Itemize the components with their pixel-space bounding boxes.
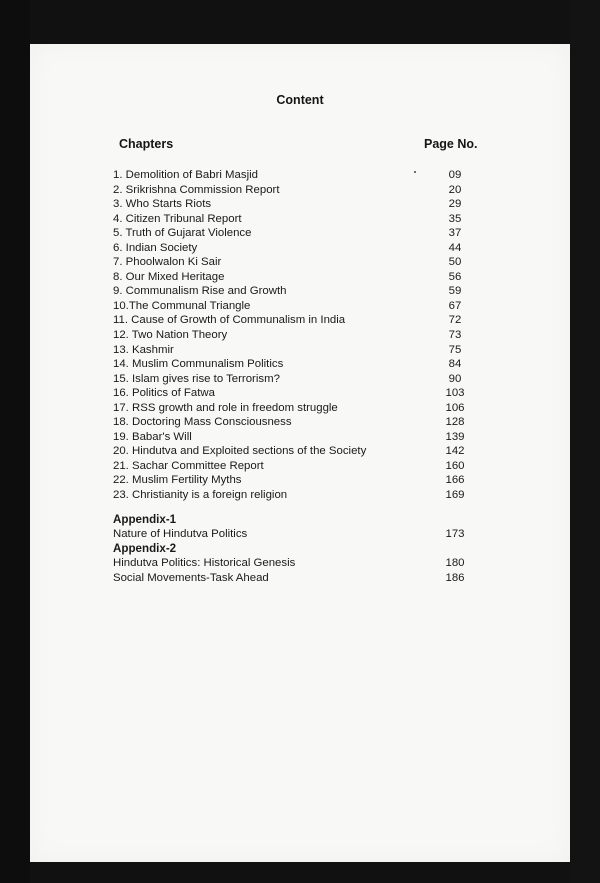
chapter-title: 7. Phoolwalon Ki Sair (113, 256, 222, 269)
page-title: Content (276, 93, 324, 107)
toc-row (113, 313, 485, 328)
chapter-title: 15. Islam gives rise to Terrorism? (113, 372, 280, 385)
toc-row (113, 299, 485, 314)
toc-row (113, 328, 485, 343)
appendix-entry-page: 173 (445, 528, 465, 541)
appendix-entry-title: Social Movements-Task Ahead (113, 571, 269, 584)
appendix-entry-page: 186 (445, 571, 465, 584)
chapter-page: 73 (448, 329, 462, 342)
appendix-2-heading: Appendix-2 (113, 541, 177, 555)
chapter-title: 18. Doctoring Mass Consciousness (113, 416, 292, 429)
toc-row (113, 284, 485, 299)
appendix-1-section (113, 513, 485, 542)
document-page (30, 44, 570, 862)
toc-row (113, 226, 485, 241)
chapter-page: 166 (445, 474, 465, 487)
chapter-page: 139 (445, 430, 465, 443)
chapter-page: 128 (445, 416, 465, 429)
toc-row (113, 372, 485, 387)
chapter-title: 5. Truth of Gujarat Violence (113, 227, 252, 240)
toc-row (113, 401, 485, 416)
toc-row (113, 571, 485, 586)
chapter-page: 103 (445, 387, 465, 400)
scan-edge-right (570, 0, 600, 883)
chapter-page: 72 (448, 314, 462, 327)
chapter-title: 23. Christianity is a foreign religion (113, 489, 288, 502)
toc-row (113, 241, 485, 256)
toc-row (113, 357, 485, 372)
chapter-page: 59 (448, 285, 462, 298)
toc-row (113, 168, 485, 183)
chapter-title: 21. Sachar Committee Report (113, 459, 264, 472)
appendix-entry-title: Hindutva Politics: Historical Genesis (113, 557, 296, 570)
chapter-list (113, 168, 485, 503)
chapter-page: 09 (448, 169, 462, 181)
chapter-page: 169 (445, 489, 465, 502)
chapters-column-header: Chapters (119, 137, 174, 151)
scan-edge-left (0, 0, 30, 883)
chapter-title: 14. Muslim Communalism Politics (113, 358, 284, 371)
toc-row (113, 527, 485, 542)
chapter-page: 50 (448, 256, 462, 269)
toc-row (113, 386, 485, 401)
chapter-title: 1. Demolition of Babri Masjid (113, 169, 258, 181)
toc-row (113, 270, 485, 285)
chapter-page: 56 (448, 270, 462, 283)
chapter-title: 9. Communalism Rise and Growth (113, 285, 287, 298)
spacer (113, 503, 485, 513)
toc-row (113, 488, 485, 503)
chapter-title: 2. Srikrishna Commission Report (113, 183, 280, 196)
chapter-page: 29 (448, 198, 462, 211)
chapter-title: 17. RSS growth and role in freedom struggle (113, 401, 338, 414)
appendix-entry-title: Nature of Hindutva Politics (113, 528, 248, 541)
toc-row (113, 473, 485, 488)
toc-row (113, 197, 485, 212)
chapter-page: 142 (445, 445, 465, 458)
toc-row (113, 255, 485, 270)
chapter-page: 84 (448, 358, 462, 371)
chapter-title: 10.The Communal Triangle (113, 299, 251, 312)
toc-row (113, 459, 485, 474)
chapter-title: 19. Babar's Will (113, 430, 192, 443)
chapter-page: 44 (448, 241, 462, 254)
chapter-title: 3. Who Starts Riots (113, 198, 212, 211)
appendix-heading (113, 513, 485, 528)
appendix-heading (113, 542, 485, 557)
chapter-title: 8. Our Mixed Heritage (113, 270, 225, 283)
chapter-page: 20 (448, 183, 462, 196)
chapter-title: 16. Politics of Fatwa (113, 387, 215, 400)
chapter-page: 67 (448, 299, 462, 312)
toc-row (113, 556, 485, 571)
chapter-title: 20. Hindutva and Exploited sections of the Society (113, 445, 367, 458)
toc-row (113, 212, 485, 227)
toc-row (113, 415, 485, 430)
table-of-contents (113, 168, 485, 585)
chapter-title: 6. Indian Society (113, 241, 198, 254)
chapter-page: 160 (445, 459, 465, 472)
chapter-page: 37 (448, 227, 462, 240)
appendix-1-heading: Appendix-1 (113, 512, 177, 526)
chapter-title: 13. Kashmir (113, 343, 174, 356)
chapter-page: 90 (448, 372, 462, 385)
chapter-page: 75 (448, 343, 462, 356)
page-no-column-header: Page No. (424, 137, 478, 151)
toc-row (113, 343, 485, 358)
chapter-title: 22. Muslim Fertility Myths (113, 474, 242, 487)
chapter-title: 12. Two Nation Theory (113, 329, 228, 342)
toc-row (113, 430, 485, 445)
chapter-title: 11. Cause of Growth of Communalism in India (113, 314, 346, 327)
chapter-page: 35 (448, 212, 462, 225)
toc-row (113, 183, 485, 198)
chapter-page: 106 (445, 401, 465, 414)
chapter-title: 4. Citizen Tribunal Report (113, 212, 242, 225)
appendix-entry-page: 180 (445, 557, 465, 570)
toc-row (113, 444, 485, 459)
appendix-2-section (113, 542, 485, 586)
